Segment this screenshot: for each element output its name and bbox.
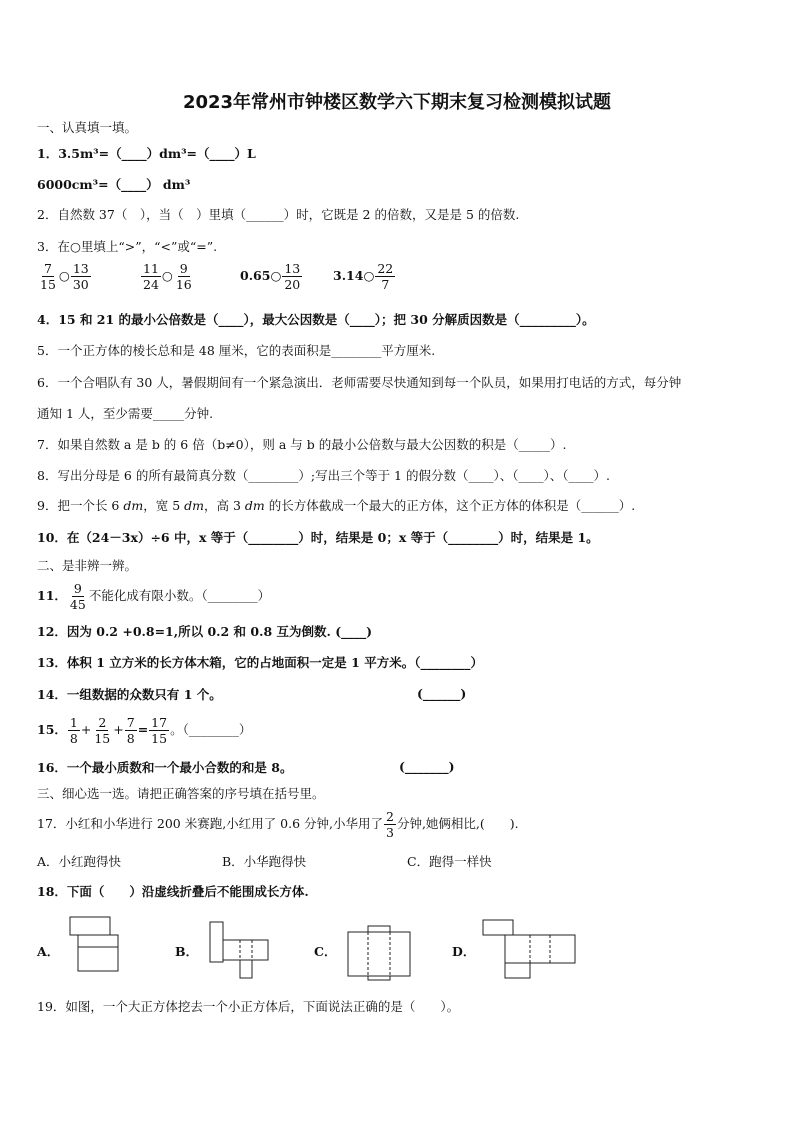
fraction: $\frac{2}{15}$ (94, 715, 111, 746)
fraction: $\frac{13}{30}$ (72, 261, 89, 292)
fraction: $\frac{9}{45}$ (69, 581, 86, 612)
q18-label-a: A． (37, 944, 60, 959)
fraction: $\frac{11}{24}$ (143, 261, 159, 292)
net-diagram-d (475, 912, 585, 982)
net-diagram-a (60, 912, 130, 982)
question-8: 8．写出分母是 6 的所有最简真分数（________）;写出三个等于 1 的假分数（____）、（____）、（____）. (37, 468, 610, 483)
fraction: $\frac{7}{8}$ (126, 715, 135, 746)
fraction: $\frac{9}{16}$ (175, 261, 192, 292)
section-2-heading: 二、是非辨一辨。 (37, 558, 138, 573)
q18-label-c: C． (314, 944, 337, 959)
question-16: 16．一个最小质数和一个最小合数的和是 8。 (37, 760, 293, 775)
q3-item-3: 0.65○ $\frac{13}{20}$ (240, 261, 301, 292)
q18-label-d: D． (452, 944, 476, 959)
question-18: 18．下面（ ）沿虚线折叠后不能围成长方体. (37, 884, 309, 899)
question-4: 4．15 和 21 的最小公倍数是（____），最大公因数是（____）；把 30 分解质因数是（_________）。 (37, 312, 595, 327)
question-10: 10．在（24－3x）÷6 中，x 等于（________）时，结果是 0；x 等于（________）时，结果是 1。 (37, 530, 599, 545)
question-15: 15． $\frac{1}{8}$ + $\frac{2}{15}$ + $\frac{7}{8}$ = $\frac{17}{15}$ 。（________） (37, 715, 252, 746)
question-5: 5．一个正方体的棱长总和是 48 厘米，它的表面积是________平方厘米. (37, 343, 436, 358)
fraction: $\frac{2}{3}$ (386, 809, 394, 840)
net-diagram-b (200, 912, 280, 982)
page-title: 2023年常州市钟楼区数学六下期末复习检测模拟试题 (182, 92, 612, 113)
question-7: 7．如果自然数 a 是 b 的 6 倍（b≠0），则 a 与 b 的最小公倍数与最大公因数的积是（_____）. (37, 437, 567, 452)
q17-option-b: B．小华跑得快 (222, 854, 307, 869)
section-1-heading: 一、认真填一填。 (37, 120, 138, 135)
question-11: 11． $\frac{9}{45}$ 不能化成有限小数。（________） (37, 581, 271, 612)
fraction: $\frac{13}{20}$ (284, 261, 301, 292)
net-diagram-c (340, 912, 420, 982)
fraction: $\frac{17}{15}$ (151, 715, 168, 746)
question-1a: 1．3.5m³=（____）dm³=（____）L (37, 146, 256, 161)
fraction: $\frac{22}{7}$ (377, 261, 394, 292)
question-6b: 通知 1 人，至少需要_____分钟. (37, 406, 214, 421)
question-3: 3．在○里填上“>”，“<”或“=”. (37, 239, 218, 254)
q18-label-b: B． (175, 944, 199, 959)
q14-answer-blank: (______) (417, 686, 467, 701)
q3-item-4: 3.14○ $\frac{22}{7}$ (333, 261, 394, 292)
question-17: 17．小红和小华进行 200 米赛跑,小红用了 0.6 分钟,小华用了 $\frac{2}{3}$ 分钟,她俩相比,( ). (37, 809, 519, 840)
question-6a: 6．一个合唱队有 30 人，暑假期间有一个紧急演出．老师需要尽快通知到每一个队员，如果用打电话的方式，每分钟 (37, 375, 682, 390)
question-12: 12．因为 0.2 +0.8=1,所以 0.2 和 0.8 互为倒数. (____) (37, 624, 373, 639)
section-3-heading: 三、细心选一选。请把正确答案的序号填在括号里。 (37, 786, 325, 801)
question-1b: 6000cm³=（____） dm³ (37, 177, 191, 192)
q16-answer-blank: (_______) (399, 759, 455, 774)
question-13: 13．体积 1 立方米的长方体木箱，它的占地面积一定是 1 平方米。（________） (37, 655, 483, 670)
question-19: 19．如图，一个大正方体挖去一个小正方体后，下面说法正确的是（ ）。 (37, 999, 460, 1014)
question-2: 2．自然数 37（ ），当（ ）里填（______）时，它既是 2 的倍数，又是是 5 的倍数. (37, 207, 520, 222)
q3-item-2: $\frac{11}{24}$ ○ $\frac{9}{16}$ (143, 261, 192, 292)
fraction: $\frac{7}{15}$ (40, 261, 56, 292)
q17-option-a: A．小红跑得快 (37, 854, 122, 869)
question-14: 14．一组数据的众数只有 1 个。 (37, 687, 222, 702)
fraction: $\frac{1}{8}$ (69, 715, 78, 746)
q3-item-1: $\frac{7}{15}$ ○ $\frac{13}{30}$ (40, 261, 89, 292)
question-9: 9．把一个长 6 dm，宽 5 dm，高 3 dm 的长方体截成一个最大的正方体，这个正方体的体积是（______）. (37, 498, 636, 513)
q17-option-c: C．跑得一样快 (407, 854, 492, 869)
